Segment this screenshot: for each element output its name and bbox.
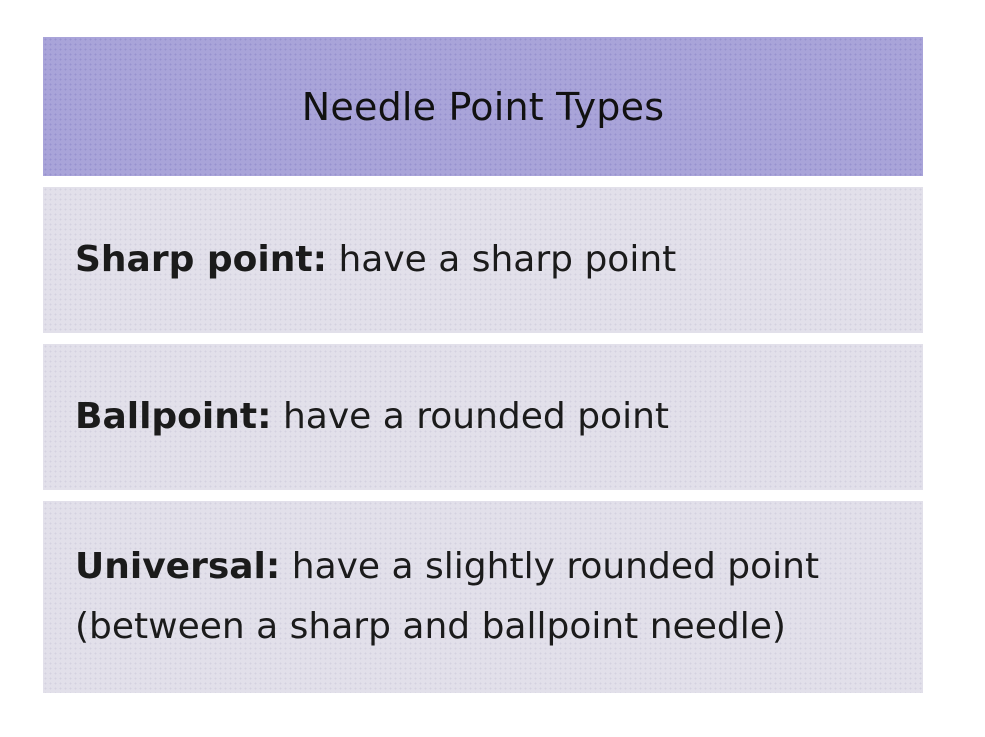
row-term: Ballpoint:: [75, 396, 272, 437]
row-description: have a slightly rounded point (between a sharp and ballpoint needle): [75, 546, 820, 647]
table-row-universal: [43, 501, 923, 693]
row-text: [75, 537, 899, 657]
row-text: [75, 230, 676, 290]
table-row-sharp-point: [43, 187, 923, 333]
page-title: Needle Point Types: [301, 84, 665, 129]
row-description: have a sharp point: [338, 239, 677, 280]
row-text: [75, 387, 669, 447]
row-description: have a rounded point: [282, 396, 670, 437]
needle-point-types-table: [43, 37, 923, 693]
row-term: Universal:: [75, 546, 281, 587]
table-row-ballpoint: [43, 344, 923, 490]
table-header: [43, 37, 923, 176]
row-term: Sharp point:: [75, 239, 327, 280]
